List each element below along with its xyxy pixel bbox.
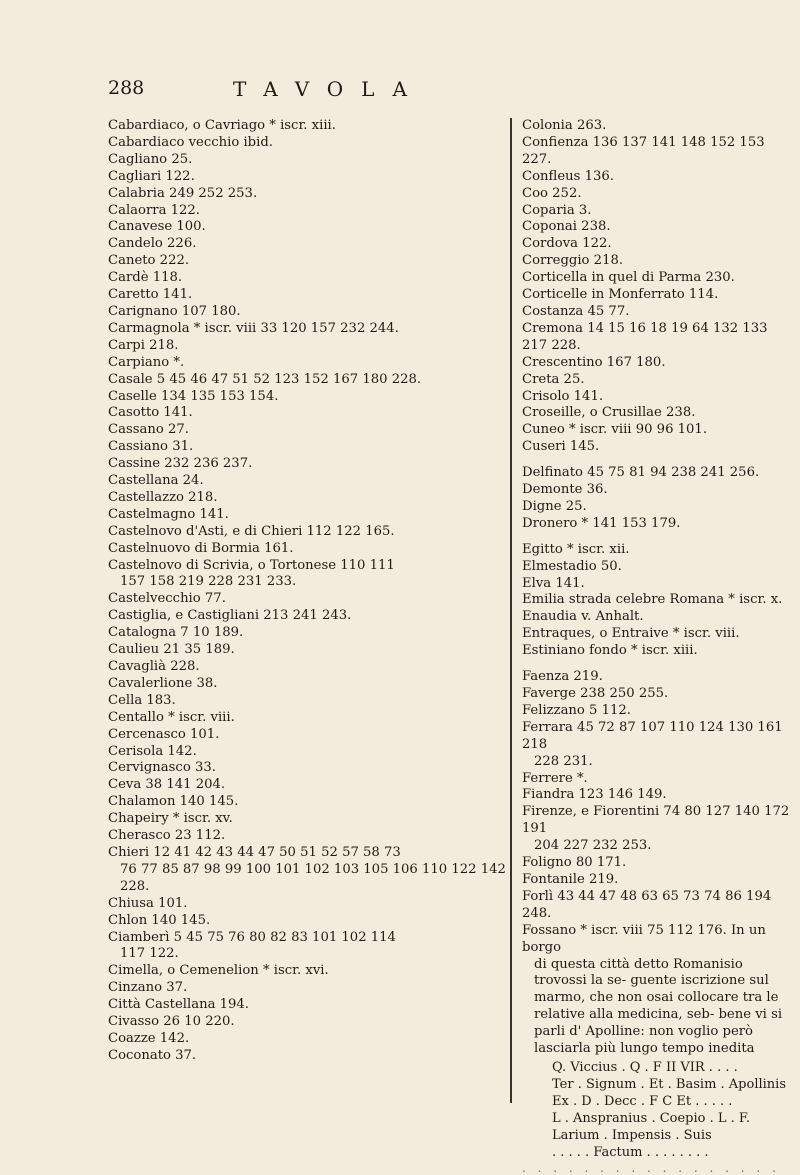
inscription-line: Q. Viccius . Q . F II VIR . . . . xyxy=(552,1059,738,1075)
index-entry-text: Cabardiaco vecchio ibid. xyxy=(108,134,273,150)
index-entry xyxy=(108,1014,508,1031)
index-entry xyxy=(522,186,790,203)
index-entry xyxy=(108,980,508,997)
index-entry-text: Faverge 238 250 255. xyxy=(522,686,669,701)
index-entry xyxy=(108,169,508,186)
index-entry xyxy=(108,642,508,659)
column-divider xyxy=(510,118,512,1103)
index-entry-text: Casotto 141. xyxy=(108,405,193,421)
index-entry xyxy=(108,777,508,794)
index-entry xyxy=(522,389,790,406)
index-entry xyxy=(108,845,508,896)
section-gap xyxy=(522,660,790,669)
index-entry-text: Cimella, o Cemenelion * iscr. xvi. xyxy=(108,963,329,979)
index-entry-continuation: 228 231. xyxy=(534,753,593,769)
index-entry xyxy=(522,169,790,186)
index-entry-text: Dronero * 141 153 179. xyxy=(522,515,681,531)
index-entry xyxy=(108,355,508,372)
index-entry xyxy=(108,439,508,456)
index-entry-text: Castelnuovo di Bormia 161. xyxy=(108,540,294,556)
index-entry xyxy=(522,787,790,804)
index-entry-text: Città Castellana 194. xyxy=(108,997,249,1013)
index-entry xyxy=(522,118,790,135)
index-entry xyxy=(108,744,508,761)
index-entry xyxy=(522,804,790,855)
index-entry-text: Elva 141. xyxy=(522,575,585,591)
page-number: 288 xyxy=(108,77,145,99)
inscription-line: . . . . . Factum . . . . . . . . xyxy=(552,1144,709,1160)
right-column xyxy=(522,118,790,1175)
index-entry xyxy=(522,542,790,559)
index-entry-text: Elmestadio 50. xyxy=(522,558,622,574)
index-entry xyxy=(522,253,790,270)
index-entry xyxy=(108,659,508,676)
index-entry-text: Carmagnola * iscr. viii 33 120 157 232 244. xyxy=(108,320,399,336)
index-entry-text: Confienza 136 137 141 148 152 153 227. xyxy=(522,134,765,167)
index-entry-text: Foligno 80 171. xyxy=(522,855,627,871)
index-entry-text: Canavese 100. xyxy=(108,219,206,235)
index-entry xyxy=(108,405,508,422)
index-entry-text: Chapeiry * iscr. xv. xyxy=(108,811,233,827)
index-entry-text: Fiandra 123 146 149. xyxy=(522,787,667,803)
index-entry-text: Cuseri 145. xyxy=(522,439,600,455)
index-entry xyxy=(108,219,508,236)
index-entry xyxy=(522,559,790,576)
index-entry-continuation: 157 158 219 228 231 233. xyxy=(120,574,297,590)
index-entry xyxy=(522,643,790,660)
index-entry-text: Costanza 45 77. xyxy=(522,303,630,319)
index-entry xyxy=(108,236,508,253)
index-entry-text: Caulieu 21 35 189. xyxy=(108,642,235,658)
index-entry-text: Felizzano 5 112. xyxy=(522,702,631,718)
index-entry-text: Civasso 26 10 220. xyxy=(108,1014,235,1030)
index-entry xyxy=(108,1048,508,1065)
index-entry-text: Egitto * iscr. xii. xyxy=(522,541,630,557)
index-entry-text: Fossano * iscr. viii 75 112 176. In un borgo xyxy=(522,922,766,955)
section-gap xyxy=(522,533,790,542)
index-entry-text: Cavaglià 228. xyxy=(108,659,200,674)
index-entry xyxy=(108,473,508,490)
index-entry-text: Cuneo * iscr. viii 90 96 101. xyxy=(522,422,708,438)
index-entry xyxy=(108,930,508,964)
index-entry-text: Cremona 14 15 16 18 19 64 132 133 217 228. xyxy=(522,320,768,353)
index-entry-text: Caretto 141. xyxy=(108,287,193,303)
index-entry xyxy=(522,923,790,1058)
index-entry-text: Castelnovo d'Asti, e di Chieri 112 122 165. xyxy=(108,523,395,539)
index-entry-text: Carignano 107 180. xyxy=(108,303,241,319)
index-entry-text: Cardè 118. xyxy=(108,270,183,286)
index-entry xyxy=(108,811,508,828)
index-entry xyxy=(108,524,508,541)
index-entry xyxy=(522,872,790,889)
index-entry-text: Cordova 122. xyxy=(522,236,612,252)
index-entry-text: Catalogna 7 10 189. xyxy=(108,625,244,641)
index-entry xyxy=(108,558,508,592)
index-entry-continuation: 204 227 232 253. xyxy=(534,838,652,854)
index-entry-text: Castiglia, e Castigliani 213 241 243. xyxy=(108,608,352,624)
index-entry xyxy=(108,727,508,744)
index-entry-text: Cagliano 25. xyxy=(108,151,193,167)
index-entry-text: Cassine 232 236 237. xyxy=(108,456,253,472)
index-entry-text: Fontanile 219. xyxy=(522,871,619,887)
index-entry xyxy=(522,236,790,253)
inscription-line: Ex . D . Decc . F C Et . . . . . xyxy=(552,1093,733,1109)
index-entry xyxy=(522,355,790,372)
index-entry-text: Cinzano 37. xyxy=(108,980,188,996)
index-entry xyxy=(108,913,508,930)
index-entry xyxy=(108,304,508,321)
inscription-line: L . Anspranius . Coepio . L . F. xyxy=(552,1110,751,1126)
index-entry-continuation: 117 122. xyxy=(120,946,179,962)
index-entry-text: Confleus 136. xyxy=(522,168,614,184)
section-gap xyxy=(522,456,790,465)
index-entry xyxy=(522,609,790,626)
index-entry xyxy=(108,997,508,1014)
index-entry-text: Faenza 219. xyxy=(522,669,603,685)
index-entry xyxy=(522,405,790,422)
index-entry-text: Cherasco 23 112. xyxy=(108,828,226,844)
index-entry-text: Firenze, e Fiorentini 74 80 127 140 172 191 xyxy=(522,804,790,837)
index-entry-text: Chieri 12 41 42 43 44 47 50 51 52 57 58 73 xyxy=(108,844,401,860)
index-entry-text: Emilia strada celebre Romana * iscr. x. xyxy=(522,592,783,608)
index-entry xyxy=(522,855,790,872)
index-entry-text: Castelvecchio 77. xyxy=(108,591,226,607)
index-entry-text: Coo 252. xyxy=(522,185,582,201)
index-entry-text: Crescentino 167 180. xyxy=(522,354,666,370)
index-entry-text: Calaorra 122. xyxy=(108,202,200,218)
index-entry-text: Coconato 37. xyxy=(108,1047,197,1063)
index-entry-text: Digne 25. xyxy=(522,498,587,514)
index-entry xyxy=(108,456,508,473)
index-entry xyxy=(108,608,508,625)
index-entry xyxy=(522,439,790,456)
index-entry-text: Chiusa 101. xyxy=(108,895,188,911)
index-entry-text: Ceva 38 141 204. xyxy=(108,777,226,793)
index-entry-text: Enaudia v. Anhalt. xyxy=(522,609,644,625)
index-entry-text: Castelmagno 141. xyxy=(108,506,229,522)
index-entry xyxy=(522,771,790,788)
index-entry-text: Cassano 27. xyxy=(108,422,189,438)
index-entry xyxy=(522,219,790,236)
index-entry xyxy=(522,576,790,593)
index-entry-text: Cavalerlione 38. xyxy=(108,675,218,691)
index-entry-text: Cassiano 31. xyxy=(108,439,194,455)
index-entry xyxy=(522,889,790,923)
index-entry-continuation: 76 77 85 87 98 99 100 101 102 103 105 106 110 122 142 228. xyxy=(120,861,506,894)
index-entry xyxy=(522,287,790,304)
index-entry xyxy=(522,321,790,355)
index-entry xyxy=(522,482,790,499)
index-entry xyxy=(108,896,508,913)
index-entry-text: Demonte 36. xyxy=(522,482,608,498)
index-entry-text: Cella 183. xyxy=(108,692,176,708)
index-entry-text: Colonia 263. xyxy=(522,118,607,133)
index-entry xyxy=(108,490,508,507)
index-entry-text: Delfinato 45 75 81 94 238 241 256. xyxy=(522,465,760,481)
index-entry xyxy=(108,186,508,203)
index-entry xyxy=(108,1031,508,1048)
index-entry xyxy=(108,321,508,338)
index-entry xyxy=(108,372,508,389)
dotted-rule: . . . . . . . . . . . . . . . . . xyxy=(522,1160,780,1175)
index-entry-text: Cagliari 122. xyxy=(108,168,195,184)
index-entry xyxy=(108,693,508,710)
index-entry-text: Caneto 222. xyxy=(108,253,190,269)
index-entry-text: Coazze 142. xyxy=(108,1030,190,1046)
index-entry xyxy=(108,541,508,558)
index-entry-text: Creta 25. xyxy=(522,371,585,387)
index-entry xyxy=(108,625,508,642)
index-entry-text: Entraques, o Entraive * iscr. viii. xyxy=(522,626,740,642)
index-entry-text: Coparia 3. xyxy=(522,202,592,218)
inscription-line: Larium . Impensis . Suis xyxy=(552,1127,712,1143)
index-entry-text: Crisolo 141. xyxy=(522,388,604,404)
index-entry xyxy=(522,270,790,287)
index-entry xyxy=(522,626,790,643)
running-title: TAVOLA xyxy=(233,77,425,101)
index-entry xyxy=(522,135,790,169)
index-entry xyxy=(108,253,508,270)
index-entry-text: Corticella in quel di Parma 230. xyxy=(522,270,735,286)
index-entry xyxy=(108,828,508,845)
index-entry xyxy=(108,135,508,152)
index-entry-text: Caselle 134 135 153 154. xyxy=(108,388,279,404)
index-entry-text: Chlon 140 145. xyxy=(108,912,211,928)
index-entry-text: Castellazzo 218. xyxy=(108,489,218,505)
index-entry xyxy=(108,507,508,524)
index-entry xyxy=(522,516,790,533)
index-entry-text: Estiniano fondo * iscr. xiii. xyxy=(522,643,698,659)
index-entry xyxy=(108,963,508,980)
index-entry xyxy=(522,499,790,516)
index-entry-text: Cervignasco 33. xyxy=(108,760,216,776)
inscription-line: Ter . Signum . Et . Basim . Apollinis xyxy=(552,1076,786,1092)
index-entry xyxy=(108,591,508,608)
index-entry xyxy=(108,760,508,777)
index-entry-text: Candelo 226. xyxy=(108,236,197,252)
index-entry xyxy=(108,287,508,304)
index-entry xyxy=(108,389,508,406)
index-entry xyxy=(108,270,508,287)
index-entry-text: Forlì 43 44 47 48 63 65 73 74 86 194 248. xyxy=(522,888,772,921)
index-entry xyxy=(522,372,790,389)
left-column xyxy=(108,118,508,1065)
index-entry-text: Castellana 24. xyxy=(108,473,204,489)
index-entry xyxy=(108,422,508,439)
index-entry xyxy=(108,118,508,135)
index-entry-text: Coponai 238. xyxy=(522,219,611,235)
index-entry xyxy=(108,794,508,811)
inscription xyxy=(522,1059,790,1161)
index-entry-text: Cabardiaco, o Cavriago * iscr. xiii. xyxy=(108,118,336,133)
index-entry xyxy=(522,686,790,703)
index-entry-text: Ferrere *. xyxy=(522,770,588,786)
index-entry-text: Calabria 249 252 253. xyxy=(108,185,258,201)
index-entry-text: Castelnovo di Scrivia, o Tortonese 110 111 xyxy=(108,557,395,573)
index-entry-text: Carpiano *. xyxy=(108,354,185,370)
page-header xyxy=(0,77,800,107)
index-entry xyxy=(522,465,790,482)
index-entry-text: Cerisola 142. xyxy=(108,743,197,759)
index-entry-text: Casale 5 45 46 47 51 52 123 152 167 180 228. xyxy=(108,371,422,387)
index-entry-text: Corticelle in Monferrato 114. xyxy=(522,287,719,303)
index-entry-text: Centallo * iscr. viii. xyxy=(108,709,235,725)
index-entry-text: Croseille, o Crusillae 238. xyxy=(522,405,696,421)
index-entry-continuation: di questa città detto Romanisio trovossi la se- guente iscrizione sul marmo, che non osai collocare tra le relative alla medicina, seb- bene vi si parli d' Apolline: non voglio però lasciarla più lungo tempo inedita xyxy=(534,956,783,1057)
index-entry xyxy=(108,710,508,727)
index-entry xyxy=(108,676,508,693)
index-entry xyxy=(108,338,508,355)
index-entry xyxy=(522,203,790,220)
index-entry xyxy=(522,592,790,609)
index-entry xyxy=(108,203,508,220)
index-entry xyxy=(522,422,790,439)
index-entry-text: Ferrara 45 72 87 107 110 124 130 161 218 xyxy=(522,719,783,752)
index-entry xyxy=(108,152,508,169)
index-entry xyxy=(522,720,790,771)
index-entry xyxy=(522,304,790,321)
index-entry-text: Correggio 218. xyxy=(522,253,624,269)
index-entry xyxy=(522,703,790,720)
index-entry-text: Chalamon 140 145. xyxy=(108,794,239,810)
index-entry xyxy=(522,669,790,686)
index-entry-text: Carpi 218. xyxy=(108,337,179,353)
index-entry-text: Ciamberì 5 45 75 76 80 82 83 101 102 114 xyxy=(108,929,396,945)
index-entry-text: Cercenasco 101. xyxy=(108,726,220,742)
